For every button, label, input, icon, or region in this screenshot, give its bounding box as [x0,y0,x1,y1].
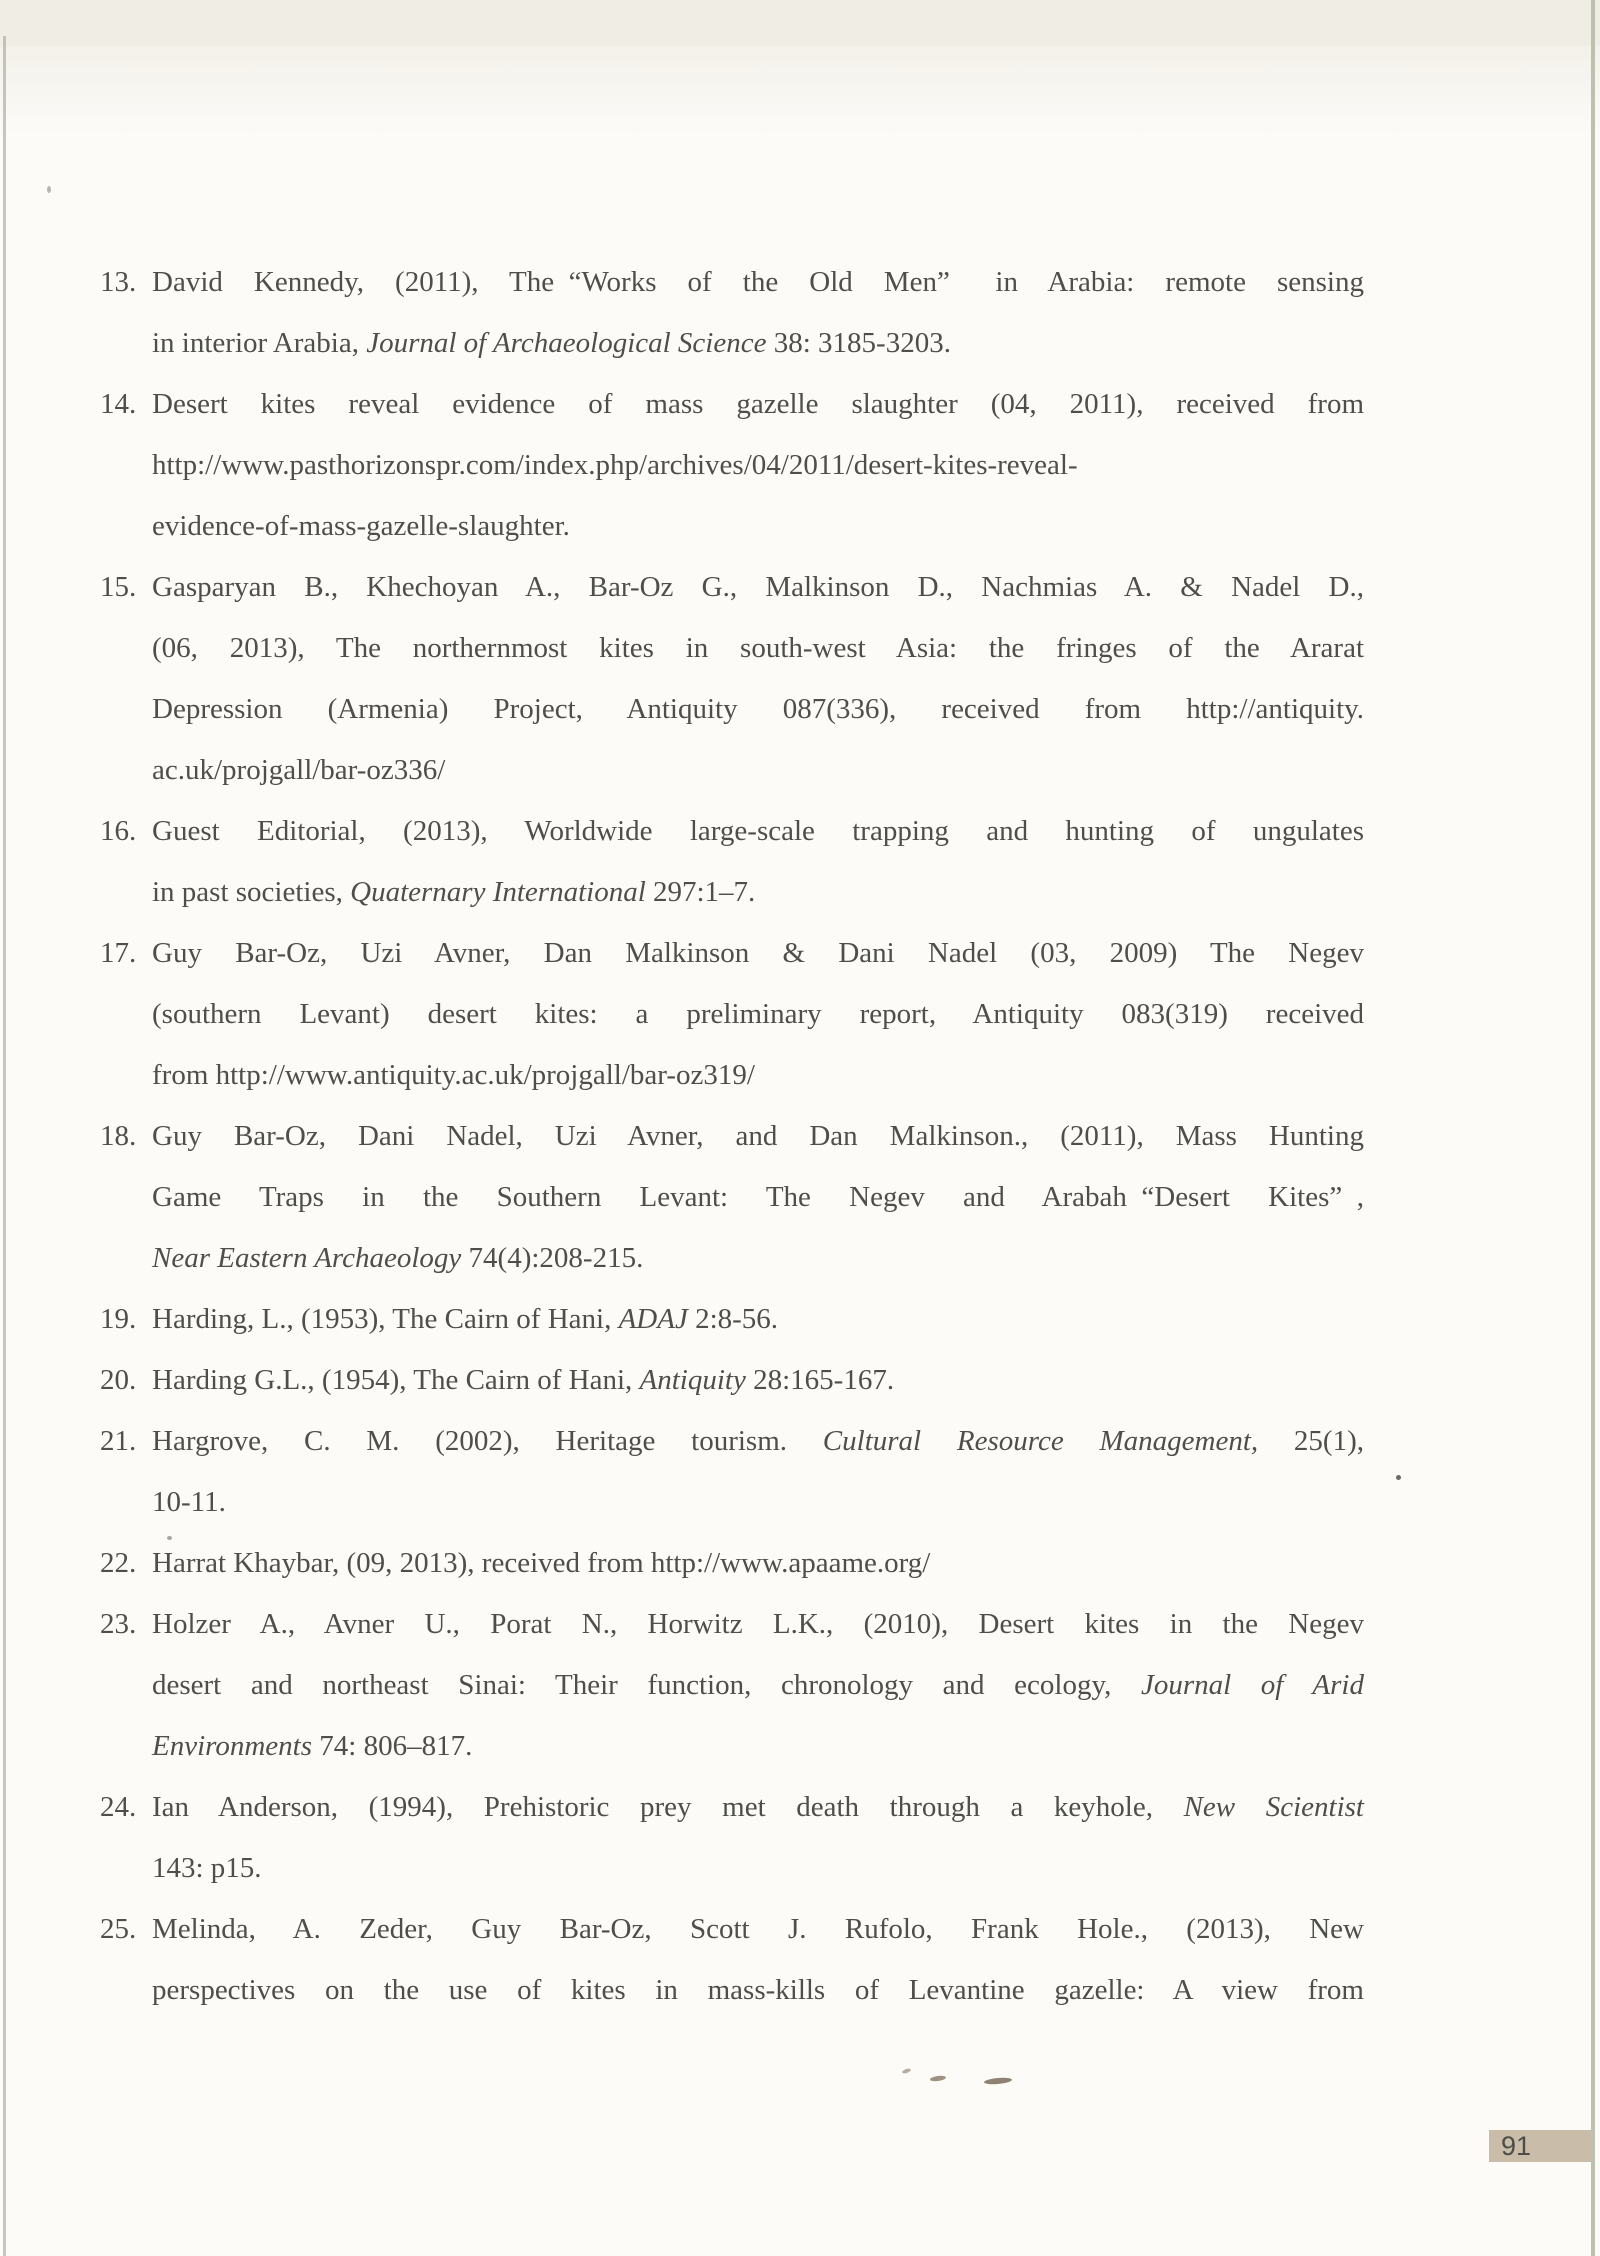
reference-text: Ian Anderson, (1994), Prehistoric prey met death through a keyhole, [152,1791,1184,1823]
reference-text: 28:165-167. [745,1364,895,1396]
reference-text: Melinda, A. Zeder, Guy Bar-Oz, Scott J. Rufolo, Frank Hole., (2013), New [152,1913,1364,1945]
reference-text: Guest Editorial, (2013), Worldwide large-scale trapping and hunting of ungulates [152,815,1364,847]
reference-line [152,1289,1364,1350]
scan-right-edge-line [1591,0,1595,2256]
reference-item [100,1533,1364,1594]
scan-left-edge-line [3,36,6,2256]
reference-text: Harding G.L., (1954), The Cairn of Hani, [152,1364,640,1396]
reference-line [152,1167,1364,1228]
reference-number: 25. [100,1913,137,1945]
reference-number: 19. [100,1303,137,1335]
journal-title: New Scientist [1183,1791,1364,1823]
reference-text: 2:8-56. [687,1303,779,1335]
reference-item [100,557,1364,801]
smudge-mark [930,2075,947,2082]
reference-line [152,1960,1364,2021]
reference-item [100,1289,1364,1350]
smudge-mark [984,2077,1012,2085]
journal-title: Journal of Arid [1140,1669,1364,1701]
journal-title: Journal of Archaeological Science [366,327,767,359]
reference-number: 13. [100,266,137,298]
reference-line [152,496,1364,557]
reference-item [100,1106,1364,1289]
reference-text: Game Traps in the Southern Levant: The Negev and Arabah “Desert Kites” , [152,1181,1364,1213]
reference-text: in past societies, [152,876,351,908]
reference-text: David Kennedy, (2011), The “Works of the Old Men” in Arabia: remote sensing [152,266,1364,298]
reference-item [100,923,1364,1106]
reference-line [152,374,1364,435]
reference-text: 74: 806–817. [312,1730,473,1762]
reference-text: 10-11. [152,1486,226,1518]
reference-line [152,1716,1364,1777]
reference-text: 38: 3185-3203. [766,327,951,359]
reference-text: Harding, L., (1953), The Cairn of Hani, [152,1303,619,1335]
reference-number: 16. [100,815,137,847]
reference-line [152,1045,1364,1106]
reference-number: 21. [100,1425,137,1457]
journal-title: Antiquity [639,1364,746,1396]
reference-text: from http://www.antiquity.ac.uk/projgall/bar-oz319/ [152,1059,755,1091]
reference-text: (06, 2013), The northernmost kites in south-west Asia: the fringes of the Ararat [152,632,1364,664]
reference-line [152,862,1364,923]
journal-title: Quaternary International [350,876,646,908]
reference-number: 15. [100,571,137,603]
reference-line [152,801,1364,862]
reference-line [152,984,1364,1045]
reference-line [152,1228,1364,1289]
reference-line [152,1411,1364,1472]
journal-title: ADAJ [618,1303,688,1335]
reference-line [152,679,1364,740]
reference-line [152,740,1364,801]
reference-line [152,1777,1364,1838]
reference-text: perspectives on the use of kites in mass-kills of Levantine gazelle: A view from [152,1974,1364,2006]
reference-number: 23. [100,1608,137,1640]
reference-number: 14. [100,388,137,420]
reference-item [100,1777,1364,1899]
reference-text: desert and northeast Sinai: Their function, chronology and ecology, [152,1669,1141,1701]
reference-line [152,252,1364,313]
reference-item [100,801,1364,923]
reference-text: (southern Levant) desert kites: a preliminary report, Antiquity 083(319) received [152,998,1364,1030]
reference-text: http://www.pasthorizonspr.com/index.php/archives/04/2011/desert-kites-reveal- [152,449,1078,481]
reference-number: 17. [100,937,137,969]
reference-line [152,1838,1364,1899]
reference-line [152,923,1364,984]
reference-line [152,1594,1364,1655]
reference-item [100,1350,1364,1411]
reference-item [100,1411,1364,1533]
reference-line [152,435,1364,496]
reference-text: Depression (Armenia) Project, Antiquity 087(336), received from http://antiquity. [152,693,1364,725]
journal-title: Environments [152,1730,313,1762]
reference-text: Hargrove, C. M. (2002), Heritage tourism. [152,1425,823,1457]
reference-item [100,1899,1364,2021]
journal-title: Cultural Resource Management, [822,1425,1259,1457]
journal-title: Near Eastern Archaeology [152,1242,462,1274]
page-number-tag [1489,2130,1592,2162]
scan-top-shadow [0,46,1600,136]
reference-text: Holzer A., Avner U., Porat N., Horwitz L.K., (2010), Desert kites in the Negev [152,1608,1364,1640]
reference-text: Guy Bar-Oz, Uzi Avner, Dan Malkinson & Dani Nadel (03, 2009) The Negev [152,937,1364,969]
smudge-mark [902,2068,912,2075]
reference-text: Guy Bar-Oz, Dani Nadel, Uzi Avner, and Dan Malkinson., (2011), Mass Hunting [152,1120,1364,1152]
references-list [100,252,1364,2021]
smudge-mark [1396,1475,1401,1480]
reference-line [152,1106,1364,1167]
reference-line [152,1899,1364,1960]
reference-text: Gasparyan B., Khechoyan A., Bar-Oz G., Malkinson D., Nachmias A. & Nadel D., [152,571,1364,603]
reference-number: 24. [100,1791,137,1823]
reference-number: 22. [100,1547,137,1579]
page-number: 91 [1501,2131,1532,2161]
reference-number: 18. [100,1120,137,1152]
smudge-mark [167,1536,172,1540]
reference-text: Harrat Khaybar, (09, 2013), received from http://www.apaame.org/ [152,1547,931,1579]
reference-line [152,618,1364,679]
reference-line [152,1350,1364,1411]
reference-text: ac.uk/projgall/bar-oz336/ [152,754,446,786]
reference-line [152,1655,1364,1716]
reference-text: Desert kites reveal evidence of mass gazelle slaughter (04, 2011), received from [152,388,1364,420]
reference-item [100,374,1364,557]
reference-text: 297:1–7. [645,876,756,908]
reference-line [152,1533,1364,1594]
reference-line [152,313,1364,374]
reference-text: in interior Arabia, [152,327,367,359]
reference-text: evidence-of-mass-gazelle-slaughter. [152,510,570,542]
reference-line [152,557,1364,618]
reference-line [152,1472,1364,1533]
reference-item [100,252,1364,374]
reference-item [100,1594,1364,1777]
smudge-mark [47,186,51,193]
reference-text: 74(4):208-215. [461,1242,644,1274]
reference-number: 20. [100,1364,137,1396]
reference-text: 143: p15. [152,1852,262,1884]
reference-text: 25(1), [1258,1425,1364,1457]
scan-top-band [0,0,1600,46]
